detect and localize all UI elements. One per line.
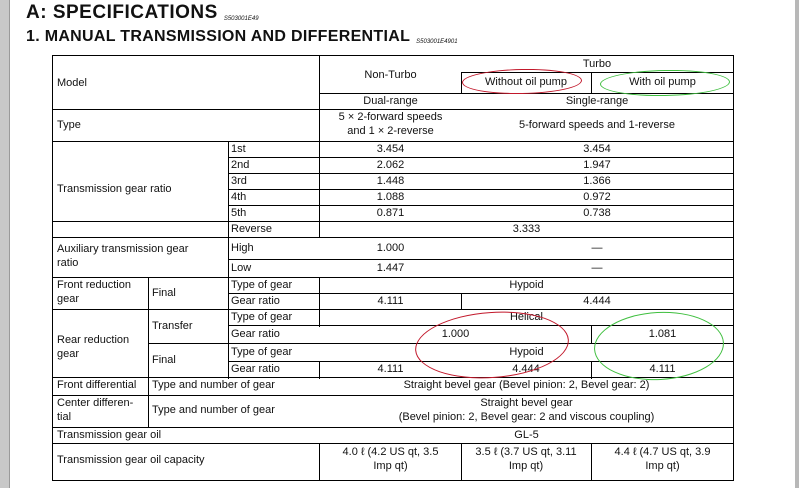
front-reduction-type-value: Hypoid bbox=[509, 279, 544, 291]
center-diff-value-line2: (Bevel pinion: 2, Bevel gear: 2 and viscous coupling) bbox=[398, 411, 655, 423]
gear-ratio-reverse-value: 3.333 bbox=[512, 223, 541, 235]
grid-line bbox=[228, 259, 733, 260]
window-edge-right bbox=[795, 0, 799, 488]
gear-ratio-4th-label: 4th bbox=[231, 191, 247, 203]
auxiliary-low-value: 1.447 bbox=[376, 262, 405, 274]
grid-line bbox=[53, 395, 733, 396]
rear-reduction-label-line2: gear bbox=[57, 348, 80, 360]
front-diff-sub-label: Type and number of gear bbox=[152, 379, 275, 391]
center-diff-label-line2: tial bbox=[57, 411, 72, 423]
gear-ratio-3rd-label: 3rd bbox=[231, 175, 247, 187]
grid-line bbox=[53, 277, 733, 278]
front-reduction-ratio-non-turbo: 4.111 bbox=[377, 295, 404, 307]
grid-line bbox=[148, 343, 733, 344]
type-non-turbo-line1: 5 × 2-forward speeds bbox=[338, 111, 443, 123]
rear-final-type-label: Type of gear bbox=[231, 346, 293, 358]
model-label: Model bbox=[57, 77, 87, 89]
gear-ratio-1st-non-turbo: 3.454 bbox=[376, 143, 405, 155]
gear-ratio-3rd-turbo: 1.366 bbox=[583, 175, 611, 187]
section-heading: A: SPECIFICATIONS S503001E49 bbox=[26, 2, 259, 23]
gear-ratio-4th-non-turbo: 1.088 bbox=[376, 191, 405, 203]
front-reduction-final-label: Final bbox=[152, 287, 176, 299]
with-oil-pump-header: With oil pump bbox=[629, 76, 696, 88]
oil-capacity-non-turbo-line1: 4.0 ℓ (4.2 US qt, 3.5 bbox=[342, 446, 439, 458]
grid-line bbox=[148, 277, 149, 427]
window-edge-left bbox=[0, 0, 10, 488]
grid-line bbox=[53, 427, 733, 428]
grid-line bbox=[228, 205, 733, 206]
grid-line bbox=[53, 377, 733, 378]
gear-ratio-2nd-turbo: 1.947 bbox=[583, 159, 611, 171]
grid-line bbox=[53, 309, 733, 310]
oil-capacity-without-line1: 3.5 ℓ (3.7 US qt, 3.11 bbox=[475, 446, 577, 458]
rear-final-ratio-without: 4.444 bbox=[512, 363, 540, 375]
dual-range-label: Dual-range bbox=[363, 95, 418, 107]
front-reduction-type-label: Type of gear bbox=[231, 279, 293, 291]
grid-line bbox=[53, 109, 733, 110]
gear-ratio-label: Transmission gear ratio bbox=[57, 183, 172, 195]
grid-line bbox=[228, 157, 733, 158]
subsection-code: S503001E4901 bbox=[416, 39, 458, 45]
front-reduction-ratio-label: Gear ratio bbox=[231, 295, 280, 307]
gear-ratio-reverse-label: Reverse bbox=[231, 223, 272, 235]
rear-final-type-value: Hypoid bbox=[509, 346, 544, 358]
section-code: S503001E49 bbox=[223, 16, 259, 22]
auxiliary-label-line2: ratio bbox=[57, 257, 79, 269]
rear-transfer-ratio-b: 1.081 bbox=[648, 328, 677, 340]
grid-line bbox=[53, 237, 733, 238]
front-reduction-label-line2: gear bbox=[57, 293, 80, 305]
auxiliary-high-label: High bbox=[231, 242, 254, 254]
type-turbo-value: 5-forward speeds and 1-reverse bbox=[519, 119, 675, 131]
grid-line bbox=[228, 189, 733, 190]
grid-line bbox=[53, 443, 733, 444]
grid-line bbox=[319, 93, 733, 94]
grid-line bbox=[228, 361, 733, 362]
gear-ratio-1st-label: 1st bbox=[231, 143, 246, 155]
gear-ratio-3rd-non-turbo: 1.448 bbox=[376, 175, 405, 187]
oil-capacity-label: Transmission gear oil capacity bbox=[57, 454, 205, 466]
center-diff-value-line1: Straight bevel gear bbox=[480, 397, 573, 409]
front-diff-label: Front differential bbox=[57, 379, 137, 391]
center-diff-label-line1: Center differen- bbox=[57, 397, 134, 409]
front-reduction-label-line1: Front reduction bbox=[57, 279, 131, 291]
oil-capacity-non-turbo-line2: Imp qt) bbox=[373, 460, 408, 472]
specifications-table bbox=[52, 55, 734, 481]
gear-oil-label: Transmission gear oil bbox=[57, 429, 162, 441]
rear-reduction-final-label: Final bbox=[152, 354, 176, 366]
gear-oil-value: GL-5 bbox=[514, 429, 539, 441]
gear-ratio-5th-turbo: 0.738 bbox=[583, 207, 611, 219]
gear-ratio-2nd-non-turbo: 2.062 bbox=[376, 159, 405, 171]
rear-final-ratio-label: Gear ratio bbox=[231, 363, 280, 375]
grid-line bbox=[461, 72, 733, 73]
auxiliary-high-turbo: — bbox=[591, 242, 603, 254]
center-diff-sub-label: Type and number of gear bbox=[152, 404, 275, 416]
auxiliary-low-label: Low bbox=[231, 262, 252, 274]
front-reduction-ratio-turbo: 4.444 bbox=[583, 295, 611, 307]
grid-line bbox=[53, 221, 733, 222]
turbo-header: Turbo bbox=[582, 58, 612, 70]
non-turbo-header: Non-Turbo bbox=[364, 69, 417, 81]
rear-reduction-transfer-label: Transfer bbox=[152, 320, 193, 332]
rear-transfer-type-value: Helical bbox=[509, 311, 543, 323]
gear-ratio-5th-label: 5th bbox=[231, 207, 247, 219]
grid-line bbox=[228, 141, 229, 379]
gear-ratio-4th-turbo: 0.972 bbox=[583, 191, 611, 203]
auxiliary-label-line1: Auxiliary transmission gear bbox=[57, 243, 189, 255]
oil-capacity-without-line2: Imp qt) bbox=[508, 460, 544, 472]
rear-transfer-ratio-label: Gear ratio bbox=[231, 328, 280, 340]
auxiliary-low-turbo: — bbox=[591, 262, 603, 274]
rear-reduction-label-line1: Rear reduction bbox=[57, 334, 130, 346]
type-non-turbo-line2: and 1 × 2-reverse bbox=[347, 125, 434, 137]
subsection-heading: 1. MANUAL TRANSMISSION AND DIFFERENTIAL S503001E4901 bbox=[26, 28, 458, 45]
auxiliary-high-value: 1.000 bbox=[376, 242, 405, 254]
grid-line bbox=[228, 173, 733, 174]
gear-ratio-5th-non-turbo: 0.871 bbox=[376, 207, 405, 219]
gear-ratio-2nd-label: 2nd bbox=[231, 159, 250, 171]
rear-final-ratio-with: 4.111 bbox=[649, 363, 676, 375]
rear-final-ratio-non-turbo: 4.111 bbox=[377, 363, 404, 375]
oil-capacity-with-line2: Imp qt) bbox=[645, 460, 680, 472]
rear-transfer-type-label: Type of gear bbox=[231, 311, 293, 323]
without-oil-pump-header: Without oil pump bbox=[485, 76, 567, 88]
front-diff-value: Straight bevel gear (Bevel pinion: 2, Bevel gear: 2) bbox=[403, 379, 650, 391]
gear-ratio-1st-turbo: 3.454 bbox=[583, 143, 611, 155]
grid-line bbox=[228, 293, 733, 294]
type-label: Type bbox=[57, 119, 81, 131]
rear-transfer-ratio-a: 1.000 bbox=[441, 328, 470, 340]
single-range-label: Single-range bbox=[565, 95, 629, 107]
grid-line bbox=[228, 325, 733, 326]
oil-capacity-with-line1: 4.4 ℓ (4.7 US qt, 3.9 bbox=[614, 446, 711, 458]
grid-line bbox=[53, 141, 733, 142]
